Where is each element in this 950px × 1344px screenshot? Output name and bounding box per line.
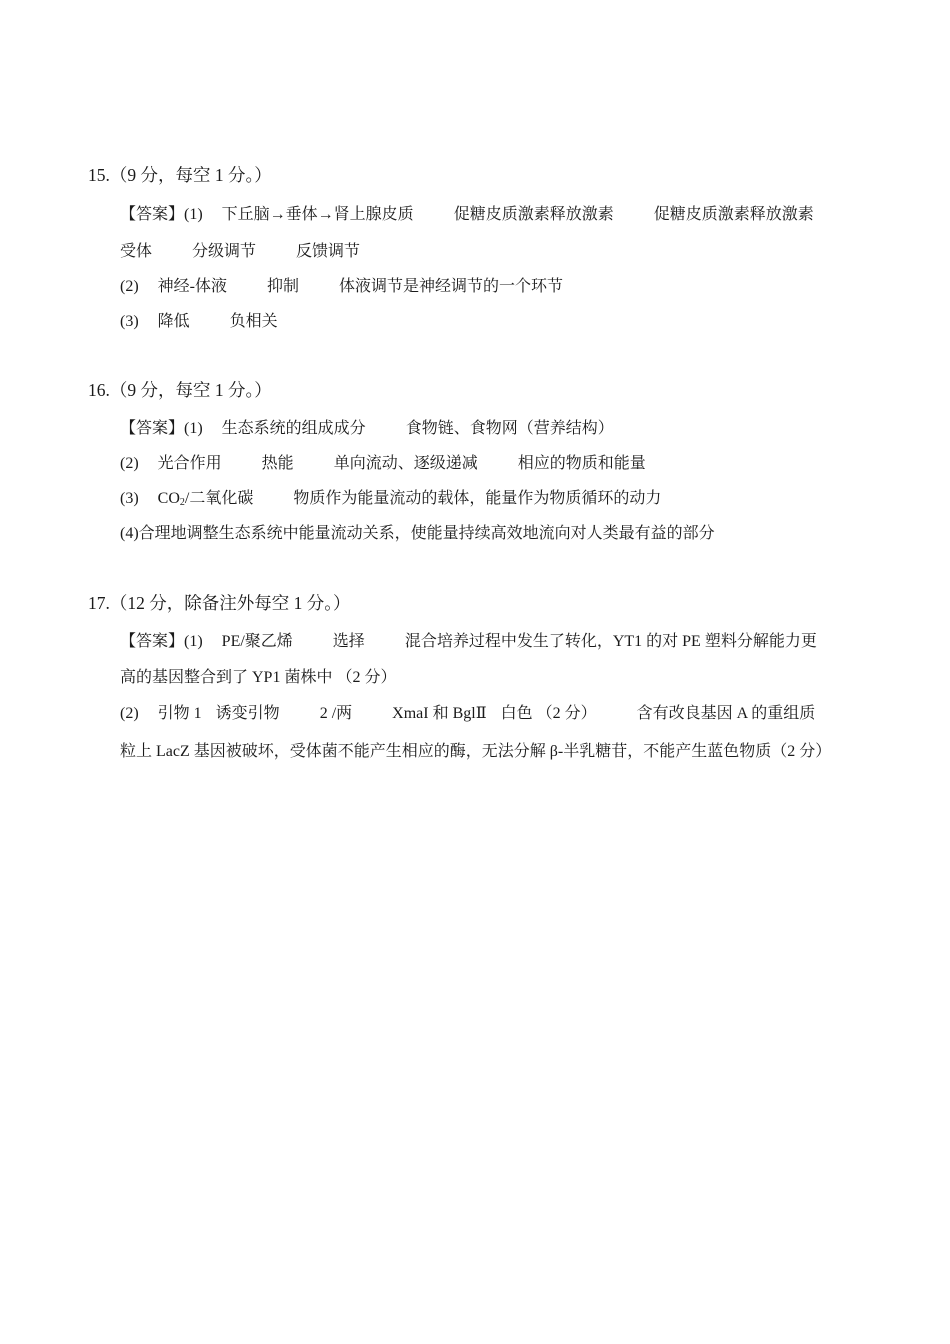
answer-blank: 降低 bbox=[157, 313, 190, 330]
answer-blank: 生态系统的组成成分 bbox=[221, 420, 366, 437]
q17-answer-line-3 bbox=[120, 700, 815, 723]
q16-answer-line-2 bbox=[120, 450, 646, 473]
answer-blank: 混合培养过程中发生了转化，YT1 的对 PE 塑料分解能力更 bbox=[404, 633, 817, 650]
answer-blank: 促糖皮质激素释放激素 bbox=[653, 206, 814, 223]
answer-blank: 热能 bbox=[261, 455, 294, 472]
q16-answer-line-3 bbox=[120, 485, 661, 508]
q15-answer-line-1 bbox=[120, 201, 814, 224]
answer-blank: 促糖皮质激素释放激素 bbox=[453, 206, 614, 223]
answer-blank: 2 /两 bbox=[319, 705, 353, 722]
answer-blank: 选择 bbox=[332, 633, 365, 650]
answer-blank bbox=[158, 490, 254, 507]
co2-label: /二氧化碳 bbox=[184, 490, 254, 507]
q15-answer-line-2 bbox=[120, 238, 360, 261]
answer-blank: 食物链、食物网（营养结构） bbox=[405, 420, 614, 437]
answer-prefix: 【答案】(1) bbox=[120, 420, 203, 437]
q16-header: 16.（9 分，每空 1 分。） bbox=[88, 380, 272, 400]
q17-answer-line-1 bbox=[120, 628, 817, 651]
sub-question-number: (2) bbox=[120, 278, 139, 295]
q15-header: 15.（9 分，每空 1 分。） bbox=[88, 165, 272, 185]
answer-blank: 分级调节 bbox=[192, 243, 257, 260]
answer-blank: 负相关 bbox=[229, 313, 278, 330]
answer-blank: 相应的物质和能量 bbox=[517, 455, 646, 472]
answer-blank: 单向流动、逐级递减 bbox=[333, 455, 478, 472]
answer-blank: 反馈调节 bbox=[296, 243, 361, 260]
answer-blank: 光合作用 bbox=[157, 455, 222, 472]
answer-prefix: 【答案】(1) bbox=[120, 633, 203, 650]
sub-question-number: (2) bbox=[120, 455, 139, 472]
sub-question-number: (2) bbox=[120, 705, 139, 722]
q17-answer-line-4: 粒上 LacZ 基因被破坏，受体菌不能产生相应的酶，无法分解 β-半乳糖苷，不能产生蓝色物质（2 分） bbox=[120, 743, 832, 760]
answer-blank: 体液调节是神经调节的一个环节 bbox=[339, 278, 564, 295]
q16-answer-line-4: (4)合理地调整生态系统中能量流动关系，使能量持续高效地流向对人类最有益的部分 bbox=[120, 525, 715, 542]
answer-blank: 诱变引物 bbox=[215, 705, 280, 722]
sub-question-number: (3) bbox=[120, 313, 139, 330]
sub-question-number: (3) bbox=[120, 490, 139, 507]
answer-blank: 含有改良基因 A 的重组质 bbox=[636, 705, 816, 722]
answer-blank: 抑制 bbox=[267, 278, 300, 295]
answer-blank: 神经-体液 bbox=[157, 278, 227, 295]
answer-prefix: 【答案】(1) bbox=[120, 206, 203, 223]
answer-blank: 物质作为能量流动的载体，能量作为物质循环的动力 bbox=[293, 490, 662, 507]
q15-answer-line-4 bbox=[120, 308, 278, 331]
q16-answer-line-1 bbox=[120, 415, 614, 438]
co2-subscript: 2 bbox=[179, 497, 185, 508]
answer-blank: 下丘脑→垂体→肾上腺皮质 bbox=[221, 206, 414, 223]
answer-blank: XmaI 和 BglⅡ bbox=[392, 705, 487, 722]
answer-blank: 受体 bbox=[120, 243, 153, 260]
answer-blank: PE/聚乙烯 bbox=[221, 633, 293, 650]
q15-answer-line-3 bbox=[120, 273, 563, 296]
co2-formula: CO bbox=[157, 490, 180, 507]
answer-blank: 白色 （2 分） bbox=[500, 705, 597, 722]
q17-answer-line-2: 高的基因整合到了 YP1 菌株中 （2 分） bbox=[120, 669, 397, 686]
answer-blank: 引物 1 bbox=[157, 705, 202, 722]
q17-header: 17.（12 分，除备注外每空 1 分。） bbox=[88, 593, 351, 613]
